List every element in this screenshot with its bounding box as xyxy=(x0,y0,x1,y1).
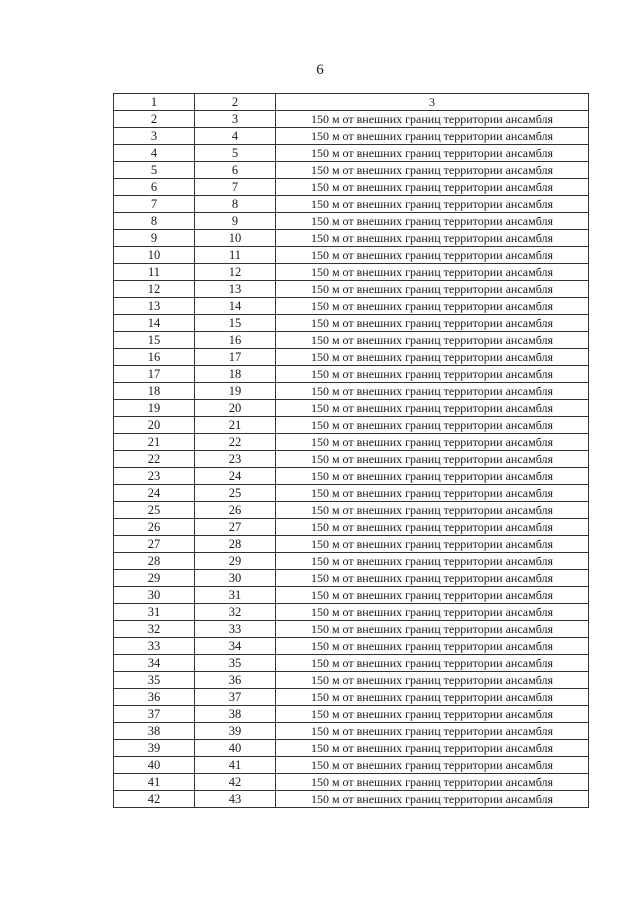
row-number-cell: 38 xyxy=(114,723,195,740)
table-row xyxy=(114,298,589,315)
table-row xyxy=(114,638,589,655)
zone-boundary-cell: 150 м от внешних границ территории ансамбля xyxy=(276,604,589,621)
zone-boundary-cell: 150 м от внешних границ территории ансамбля xyxy=(276,638,589,655)
table-row xyxy=(114,791,589,808)
row-number-cell: 27 xyxy=(114,536,195,553)
object-number-cell: 37 xyxy=(195,689,276,706)
zone-boundary-cell: 150 м от внешних границ территории ансамбля xyxy=(276,468,589,485)
object-number-cell: 31 xyxy=(195,587,276,604)
table-row xyxy=(114,349,589,366)
table-row xyxy=(114,672,589,689)
zone-boundary-cell: 150 м от внешних границ территории ансамбля xyxy=(276,655,589,672)
table-row xyxy=(114,706,589,723)
table-row xyxy=(114,281,589,298)
table-row xyxy=(114,451,589,468)
object-number-cell: 24 xyxy=(195,468,276,485)
object-number-cell: 36 xyxy=(195,672,276,689)
object-number-cell: 7 xyxy=(195,179,276,196)
object-number-cell: 15 xyxy=(195,315,276,332)
table-row xyxy=(114,332,589,349)
zone-boundary-cell: 150 м от внешних границ территории ансамбля xyxy=(276,128,589,145)
row-number-cell: 42 xyxy=(114,791,195,808)
row-number-cell: 11 xyxy=(114,264,195,281)
row-number-cell: 41 xyxy=(114,774,195,791)
object-number-cell: 42 xyxy=(195,774,276,791)
object-number-cell: 22 xyxy=(195,434,276,451)
row-number-cell: 16 xyxy=(114,349,195,366)
row-number-cell: 40 xyxy=(114,757,195,774)
zone-boundary-cell: 150 м от внешних границ территории ансамбля xyxy=(276,485,589,502)
object-number-cell: 17 xyxy=(195,349,276,366)
object-number-cell: 30 xyxy=(195,570,276,587)
object-number-cell: 21 xyxy=(195,417,276,434)
row-number-cell: 18 xyxy=(114,383,195,400)
zone-boundary-cell: 150 м от внешних границ территории ансамбля xyxy=(276,400,589,417)
zone-boundary-cell: 150 м от внешних границ территории ансамбля xyxy=(276,111,589,128)
object-number-cell: 33 xyxy=(195,621,276,638)
object-number-cell: 5 xyxy=(195,145,276,162)
object-number-cell: 32 xyxy=(195,604,276,621)
row-number-cell: 23 xyxy=(114,468,195,485)
row-number-cell: 24 xyxy=(114,485,195,502)
zone-boundary-cell: 150 м от внешних границ территории ансамбля xyxy=(276,332,589,349)
object-number-cell: 39 xyxy=(195,723,276,740)
object-number-cell: 26 xyxy=(195,502,276,519)
table-row xyxy=(114,689,589,706)
table-row xyxy=(114,145,589,162)
table-row xyxy=(114,315,589,332)
object-number-cell: 4 xyxy=(195,128,276,145)
zone-boundary-cell: 150 м от внешних границ территории ансамбля xyxy=(276,672,589,689)
row-number-cell: 6 xyxy=(114,179,195,196)
page-number: 6 xyxy=(316,62,324,78)
zone-boundary-cell: 150 м от внешних границ территории ансамбля xyxy=(276,281,589,298)
object-number-cell: 19 xyxy=(195,383,276,400)
table-row xyxy=(114,111,589,128)
zone-boundary-cell: 150 м от внешних границ территории ансамбля xyxy=(276,366,589,383)
row-number-cell: 37 xyxy=(114,706,195,723)
row-number-cell: 13 xyxy=(114,298,195,315)
zone-boundary-cell: 150 м от внешних границ территории ансамбля xyxy=(276,451,589,468)
table-row xyxy=(114,434,589,451)
zone-boundary-cell: 150 м от внешних границ территории ансамбля xyxy=(276,162,589,179)
row-number-cell: 33 xyxy=(114,638,195,655)
table-row xyxy=(114,519,589,536)
row-number-cell: 17 xyxy=(114,366,195,383)
object-number-cell: 14 xyxy=(195,298,276,315)
row-number-cell: 8 xyxy=(114,213,195,230)
table-row xyxy=(114,740,589,757)
row-number-cell: 34 xyxy=(114,655,195,672)
row-number-cell: 36 xyxy=(114,689,195,706)
row-number-cell: 12 xyxy=(114,281,195,298)
zone-boundary-cell: 150 м от внешних границ территории ансамбля xyxy=(276,230,589,247)
row-number-cell: 25 xyxy=(114,502,195,519)
object-number-cell: 41 xyxy=(195,757,276,774)
table-row xyxy=(114,162,589,179)
table-row xyxy=(114,553,589,570)
table-row xyxy=(114,417,589,434)
row-number-cell: 32 xyxy=(114,621,195,638)
object-number-cell: 9 xyxy=(195,213,276,230)
object-number-cell: 12 xyxy=(195,264,276,281)
table-body xyxy=(114,94,589,808)
zone-boundary-cell: 150 м от внешних границ территории ансамбля xyxy=(276,519,589,536)
zone-boundary-cell: 150 м от внешних границ территории ансамбля xyxy=(276,791,589,808)
zone-boundary-cell: 150 м от внешних границ территории ансамбля xyxy=(276,502,589,519)
zone-boundary-cell: 150 м от внешних границ территории ансамбля xyxy=(276,179,589,196)
zone-boundary-cell: 150 м от внешних границ территории ансамбля xyxy=(276,298,589,315)
table-row xyxy=(114,230,589,247)
object-number-cell: 16 xyxy=(195,332,276,349)
row-number-cell: 15 xyxy=(114,332,195,349)
row-number-cell: 7 xyxy=(114,196,195,213)
row-number-cell: 30 xyxy=(114,587,195,604)
object-number-cell: 10 xyxy=(195,230,276,247)
row-number-cell: 4 xyxy=(114,145,195,162)
row-number-cell: 10 xyxy=(114,247,195,264)
zone-boundary-cell: 150 м от внешних границ территории ансамбля xyxy=(276,706,589,723)
table-row xyxy=(114,774,589,791)
object-number-cell: 25 xyxy=(195,485,276,502)
zone-boundary-cell: 150 м от внешних границ территории ансамбля xyxy=(276,723,589,740)
table-row xyxy=(114,366,589,383)
object-number-cell: 35 xyxy=(195,655,276,672)
row-number-cell: 31 xyxy=(114,604,195,621)
table-row xyxy=(114,264,589,281)
zone-boundary-cell: 150 м от внешних границ территории ансамбля xyxy=(276,213,589,230)
table-row xyxy=(114,247,589,264)
table-row xyxy=(114,587,589,604)
row-number-cell: 21 xyxy=(114,434,195,451)
row-number-cell: 22 xyxy=(114,451,195,468)
table-header-row xyxy=(114,94,589,111)
table-row xyxy=(114,383,589,400)
row-number-cell: 9 xyxy=(114,230,195,247)
object-number-cell: 43 xyxy=(195,791,276,808)
zone-boundary-cell: 150 м от внешних границ территории ансамбля xyxy=(276,315,589,332)
header-cell-2: 2 xyxy=(195,94,276,111)
row-number-cell: 35 xyxy=(114,672,195,689)
table-row xyxy=(114,536,589,553)
object-number-cell: 3 xyxy=(195,111,276,128)
object-number-cell: 13 xyxy=(195,281,276,298)
table-row xyxy=(114,196,589,213)
row-number-cell: 14 xyxy=(114,315,195,332)
table-row xyxy=(114,757,589,774)
header-cell-1: 1 xyxy=(114,94,195,111)
object-number-cell: 29 xyxy=(195,553,276,570)
header-cell-3: 3 xyxy=(276,94,589,111)
table-row xyxy=(114,400,589,417)
table-row xyxy=(114,502,589,519)
row-number-cell: 28 xyxy=(114,553,195,570)
zone-boundary-cell: 150 м от внешних границ территории ансамбля xyxy=(276,196,589,213)
zone-boundary-cell: 150 м от внешних границ территории ансамбля xyxy=(276,264,589,281)
object-number-cell: 34 xyxy=(195,638,276,655)
zone-boundary-cell: 150 м от внешних границ территории ансамбля xyxy=(276,553,589,570)
table-row xyxy=(114,179,589,196)
table-row xyxy=(114,655,589,672)
row-number-cell: 26 xyxy=(114,519,195,536)
zone-boundary-cell: 150 м от внешних границ территории ансамбля xyxy=(276,434,589,451)
table-row xyxy=(114,570,589,587)
zone-boundary-cell: 150 м от внешних границ территории ансамбля xyxy=(276,383,589,400)
table-row xyxy=(114,723,589,740)
object-number-cell: 20 xyxy=(195,400,276,417)
object-number-cell: 23 xyxy=(195,451,276,468)
zone-boundary-cell: 150 м от внешних границ территории ансамбля xyxy=(276,145,589,162)
object-number-cell: 8 xyxy=(195,196,276,213)
row-number-cell: 19 xyxy=(114,400,195,417)
zone-boundary-cell: 150 м от внешних границ территории ансамбля xyxy=(276,740,589,757)
zone-boundary-cell: 150 м от внешних границ территории ансамбля xyxy=(276,349,589,366)
object-number-cell: 18 xyxy=(195,366,276,383)
row-number-cell: 20 xyxy=(114,417,195,434)
zone-boundary-cell: 150 м от внешних границ территории ансамбля xyxy=(276,417,589,434)
table-row xyxy=(114,621,589,638)
table-row xyxy=(114,604,589,621)
object-number-cell: 40 xyxy=(195,740,276,757)
zone-boundary-cell: 150 м от внешних границ территории ансамбля xyxy=(276,587,589,604)
object-number-cell: 38 xyxy=(195,706,276,723)
object-number-cell: 11 xyxy=(195,247,276,264)
zone-boundary-cell: 150 м от внешних границ территории ансамбля xyxy=(276,536,589,553)
object-number-cell: 27 xyxy=(195,519,276,536)
row-number-cell: 29 xyxy=(114,570,195,587)
row-number-cell: 2 xyxy=(114,111,195,128)
row-number-cell: 3 xyxy=(114,128,195,145)
zone-boundary-cell: 150 м от внешних границ территории ансамбля xyxy=(276,689,589,706)
zone-boundary-cell: 150 м от внешних границ территории ансамбля xyxy=(276,774,589,791)
table-row xyxy=(114,468,589,485)
table-row xyxy=(114,485,589,502)
zone-boundary-cell: 150 м от внешних границ территории ансамбля xyxy=(276,621,589,638)
row-number-cell: 39 xyxy=(114,740,195,757)
object-number-cell: 6 xyxy=(195,162,276,179)
object-number-cell: 28 xyxy=(195,536,276,553)
row-number-cell: 5 xyxy=(114,162,195,179)
table-row xyxy=(114,128,589,145)
table-row xyxy=(114,213,589,230)
zone-boundary-cell: 150 м от внешних границ территории ансамбля xyxy=(276,247,589,264)
zone-boundary-cell: 150 м от внешних границ территории ансамбля xyxy=(276,757,589,774)
zones-table xyxy=(113,93,589,808)
zone-boundary-cell: 150 м от внешних границ территории ансамбля xyxy=(276,570,589,587)
